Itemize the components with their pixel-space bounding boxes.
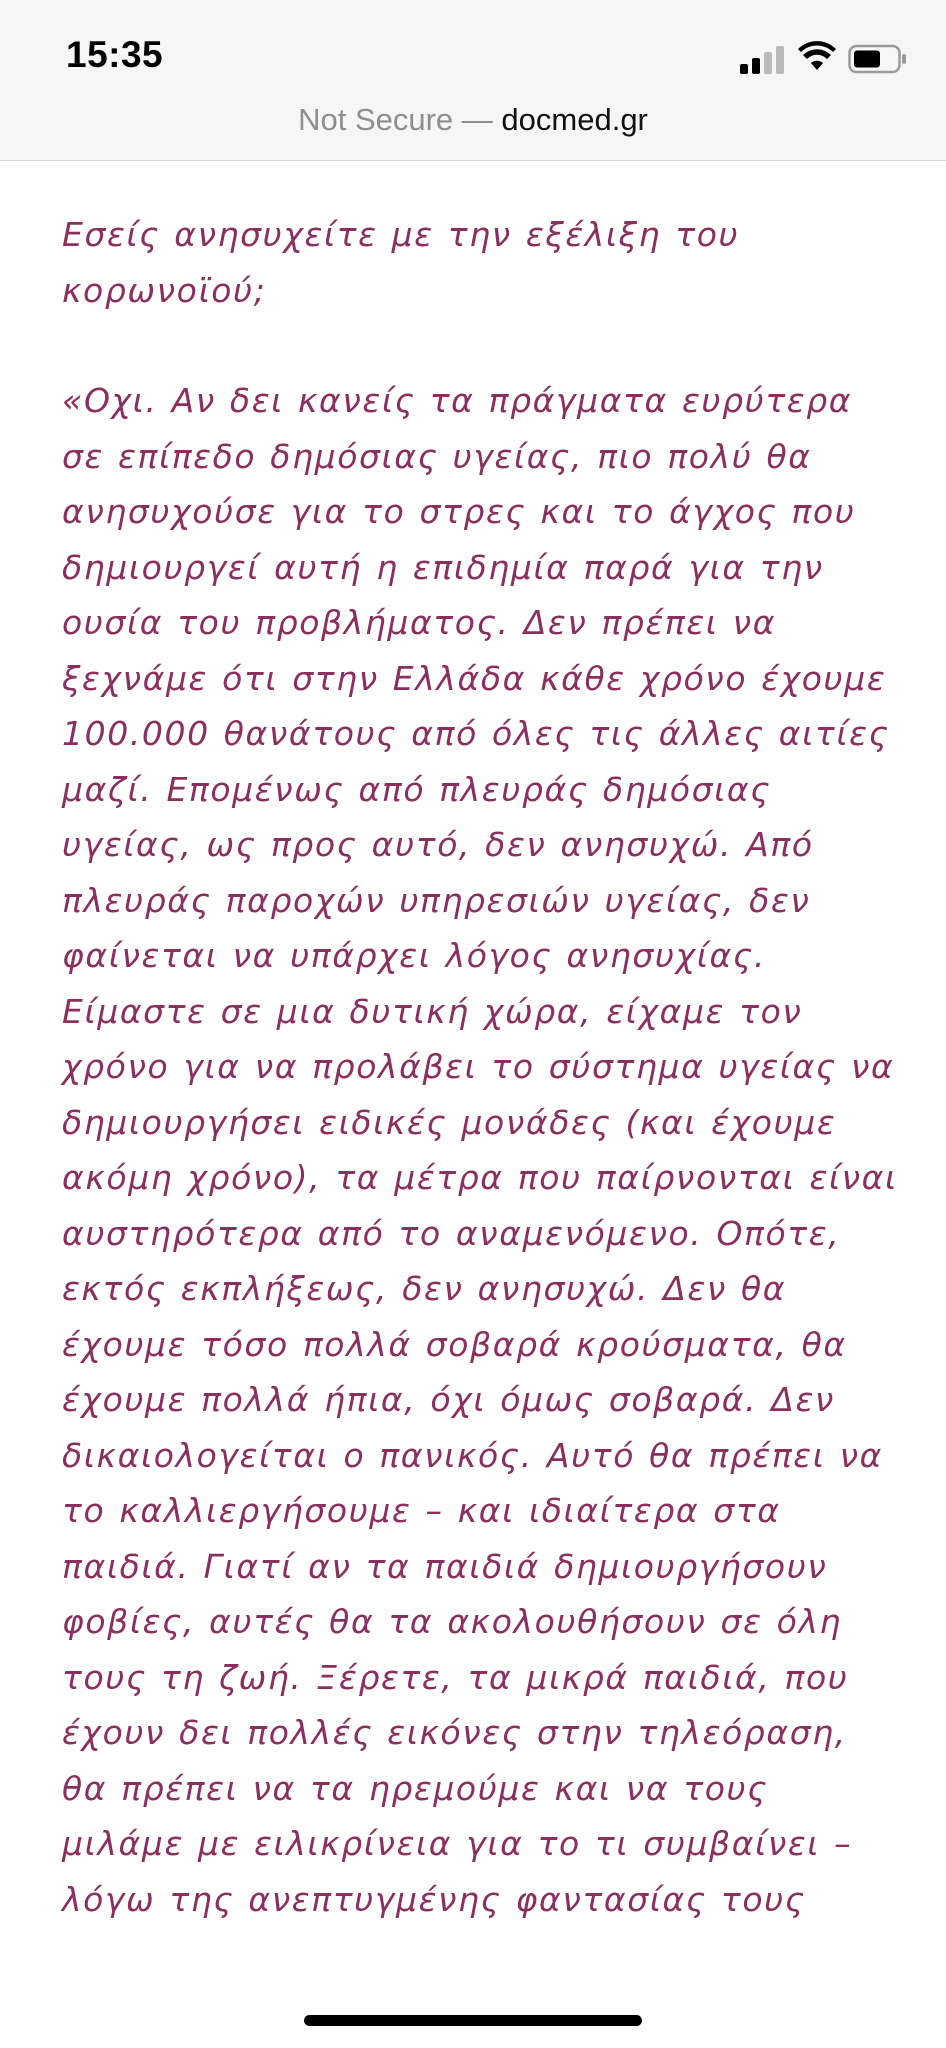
battery-icon	[848, 44, 908, 74]
cellular-signal-icon	[740, 44, 786, 74]
security-label: Not Secure —	[298, 102, 493, 137]
status-time: 15:35	[66, 34, 164, 75]
interview-answer: «Οχι. Αν δει κανείς τα πράγματα ευρύτερα σε επίπεδο δημόσιας υγείας, πιο πολύ θα ανησυχούσε για το στρες και το άγχος που δημιουργεί αυτή η επιδημία παρά για την ουσία του προβλήματος. Δεν πρέπει να ξεχνάμε ότι στην Ελλάδα κάθε χρόνο έχουμε 100.000 θανάτους από όλες τις άλλες αιτίες μαζί. Επομένως από πλευράς δημόσιας υγείας, ως προς αυτό, δεν ανησυχώ. Από πλευράς παροχών υπηρεσιών υγείας, δεν φαίνεται να υπάρχει λόγος ανησυχίας. Είμαστε σε μια δυτική χώρα, είχαμε τον χρόνο για να προλάβει το σύστημα υγείας να δημιουργήσει ειδικές μονάδες (και έχουμε ακόμη χρόνο), τα μέτρα που παίρνονται είναι αυστηρότερα από το αναμενόμενο. Οπότε, εκτός εκπλήξεως, δεν ανησυχώ. Δεν θα έχουμε τόσο πολλά σοβαρά κρούσματα, θα έχουμε πολλά ήπια, όχι όμως σοβαρά. Δεν δικαιολογείται ο πανικός. Αυτό θα πρέπει να το καλλιεργήσουμε – και ιδιαίτερα στα παιδιά. Γιατί αν τα παιδιά δημιουργήσουν φοβίες, αυτές θα τα ακολουθήσουν σε όλη τους τη ζωή. Ξέρετε, τα μικρά παιδιά, που έχουν δει πολλές εικόνες στην τηλεόραση, θα πρέπει να τα ηρεμούμε και να τους μιλάμε με ειλικρίνεια για το τι συμβαίνει – λόγω της ανεπτυγμένης φαντασίας τους	[62, 381, 898, 1919]
home-indicator[interactable]	[304, 2015, 642, 2026]
article-body	[62, 207, 902, 1927]
wifi-icon	[798, 40, 836, 72]
address-bar[interactable]	[0, 98, 946, 142]
url-domain: docmed.gr	[501, 102, 648, 137]
interview-question: Εσείς ανησυχείτε με την εξέλιξη του κορωνοϊού;	[62, 215, 740, 310]
status-bar	[0, 0, 946, 161]
